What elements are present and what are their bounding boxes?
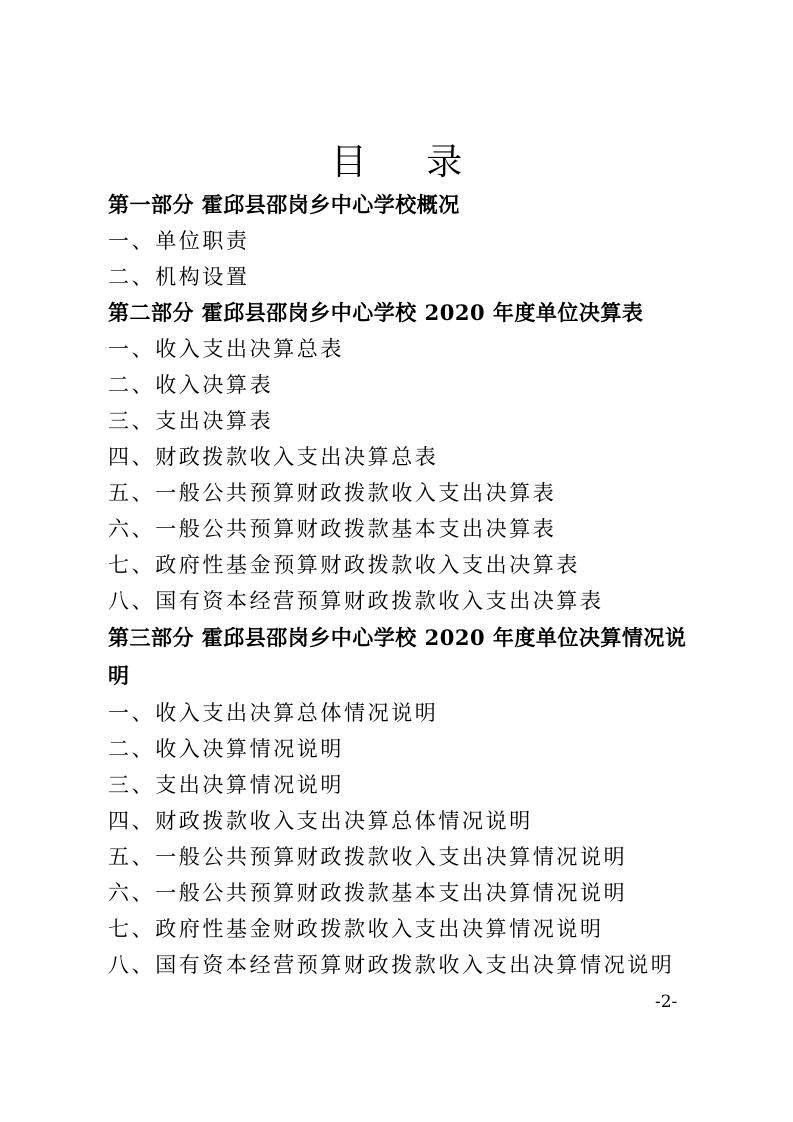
toc-item: 一、收入支出决算总体情况说明 (108, 701, 439, 725)
toc-item: 六、一般公共预算财政拨款基本支出决算表 (108, 517, 557, 541)
toc-item: 八、国有资本经营预算财政拨款收入支出决算情况说明 (108, 953, 675, 977)
toc-item: 八、国有资本经营预算财政拨款收入支出决算表 (108, 589, 604, 613)
toc-item: 五、一般公共预算财政拨款收入支出决算表 (108, 481, 557, 505)
toc-item: 三、支出决算表 (108, 409, 274, 433)
part-heading-1: 第一部分 霍邱县邵岗乡中心学校概况 (108, 192, 460, 217)
toc-item: 七、政府性基金财政拨款收入支出决算情况说明 (108, 917, 604, 941)
page-title: 目 录 (330, 142, 487, 183)
page-number: -2- (655, 992, 678, 1012)
toc-item: 二、收入决算表 (108, 373, 274, 397)
toc-item: 三、支出决算情况说明 (108, 773, 344, 797)
toc-item: 一、收入支出决算总表 (108, 337, 344, 361)
toc-item: 六、一般公共预算财政拨款基本支出决算情况说明 (108, 881, 628, 905)
toc-item: 一、单位职责 (108, 229, 250, 253)
table-of-contents (108, 187, 708, 983)
toc-item: 二、收入决算情况说明 (108, 737, 344, 761)
toc-item: 五、一般公共预算财政拨款收入支出决算情况说明 (108, 845, 628, 869)
part-heading-2: 第二部分 霍邱县邵岗乡中心学校 2020 年度单位决算表 (108, 300, 644, 325)
toc-item: 七、政府性基金预算财政拨款收入支出决算表 (108, 553, 580, 577)
toc-item: 二、机构设置 (108, 265, 250, 289)
toc-item: 四、财政拨款收入支出决算总体情况说明 (108, 809, 533, 833)
part-heading-3: 第三部分 霍邱县邵岗乡中心学校 2020 年度单位决算情况说明 (108, 625, 687, 688)
toc-item: 四、财政拨款收入支出决算总表 (108, 445, 439, 469)
